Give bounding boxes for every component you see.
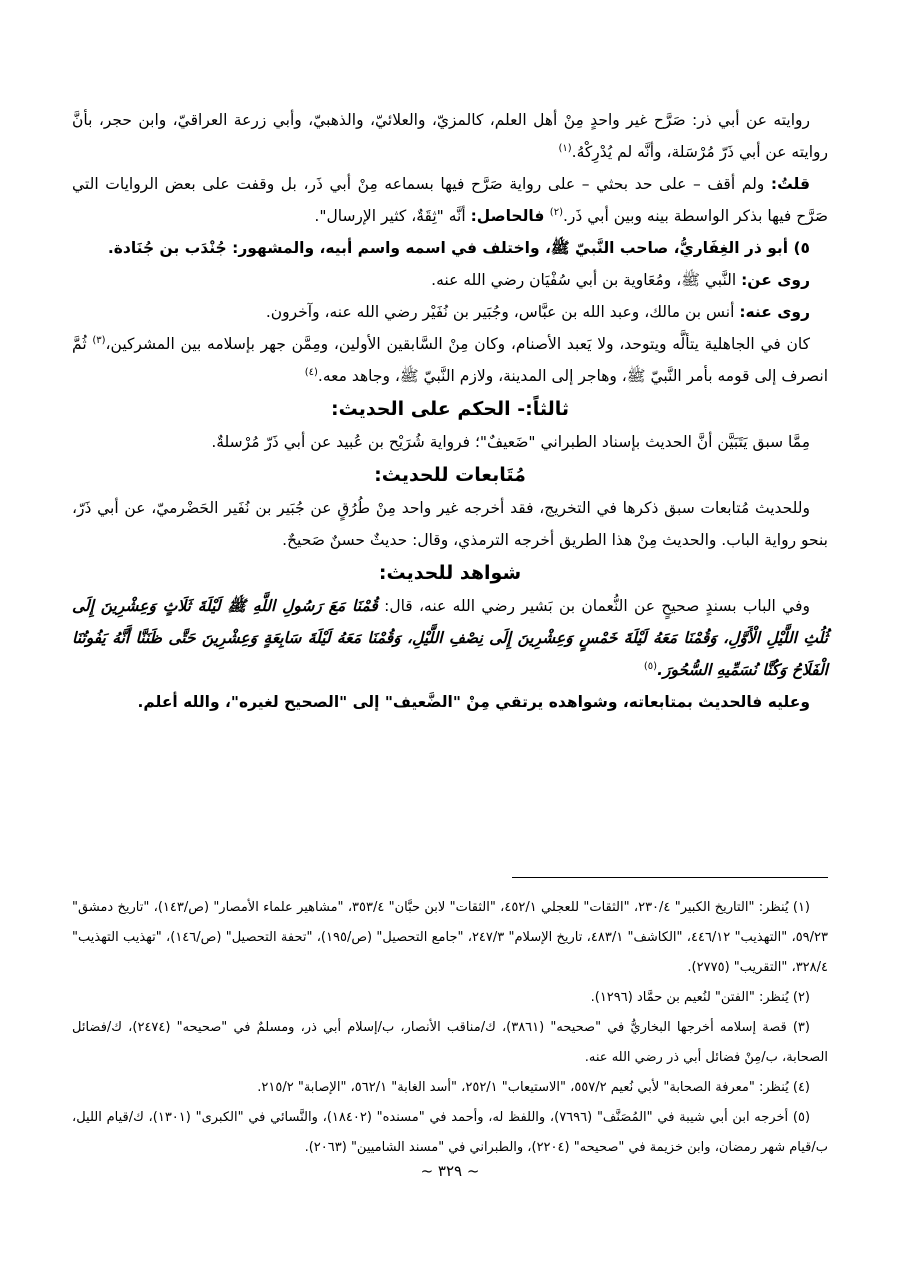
- main-text: [72, 104, 828, 718]
- label: روى عنه:: [739, 303, 810, 321]
- paragraph: روى عنه: أنس بن مالك، وعبد الله بن عبَّاس، وجُبَير بن نُفَيْر رضي الله عنه، وآخرون.: [265, 303, 810, 321]
- paragraph: كان في الجاهلية يتألَّه ويتوحد، ولا يَعبد الأصنام، وكان مِنْ السَّابقين الأولين، ومِمَّن جهر بإسلامه بين المشركين،$^{(٣)}$ ثُمَّ انصرف إلى قومه بأمر النَّبيّ ﷺ، وهاجر إلى المدينة، ولازم النَّبيّ ﷺ، وجاهد معه.$^{(٤)}$: [72, 334, 828, 385]
- label: قلتُ:: [770, 175, 810, 193]
- conclusion: وعليه فالحديث بمتابعاته، وشواهده يرتقي مِنْ "الضَّعيف" إلى "الصحيح لغيره"، والله أعلم.: [137, 693, 810, 711]
- page-number: ~ ٣٢٩ ~: [420, 1162, 480, 1180]
- label: فالحاصل:: [470, 207, 550, 225]
- footnote: (١) يُنظر: "التاريخ الكبير" ٢٣٠/٤، "الثقات" للعجلي ٤٥٢/١، "الثقات" لابن حبَّان" ٣٥٣/٤، "مشاهير علماء الأمصار" (ص/١٤٣)، "تاريخ دمشق" ٥٩/٢٣، "التهذيب" ٤٤٦/١٢، "الكاشف" ٤٨٣/١، تاريخ الإسلام" ٢٤٧/٣، "جامع التحصيل" (ص/١٩٥)، "تحفة التحصيل" (ص/١٤٦)، "تهذيب التهذيب" ٣٢٨/٤، "التقريب" (٢٧٧٥).: [72, 900, 829, 975]
- paragraph: وللحديث مُتابعات سبق ذكرها في التخريج، فقد أخرجه غير واحد مِنْ طُرُقٍ عن جُبَير بن نُفَير الحَضْرميّ، عن أبي ذَرّ، بنحو رواية الباب. والحديث مِنْ هذا الطريق أخرجه الترمذي، وقال: حديثٌ حسنٌ صَحيحٌ.: [72, 499, 828, 549]
- footnote: (٣) قصة إسلامه أخرجها البخاريُّ في "صحيحه" (٣٨٦١)، ك/مناقب الأنصار، ب/إسلام أبي ذر، ومسلمٌ في "صحيحه" (٢٤٧٤)، ك/فضائل الصحابة، ب/مِنْ فضائل أبي ذر رضي الله عنه.: [72, 1020, 828, 1065]
- section-heading: مُتَابعات للحديث:: [374, 464, 526, 486]
- footnote: (٢) يُنظر: "الفتن" لنُعيم بن حمَّاد (١٢٩٦).: [590, 990, 810, 1005]
- footnote-ref[interactable]: (٣): [92, 334, 106, 346]
- paragraph: روى عن: النَّبي ﷺ، ومُعَاوية بن أبي سُفْيَان رضي الله عنه.: [431, 271, 810, 289]
- footnote-ref[interactable]: (٤): [304, 366, 318, 378]
- hadith-quote: قُمْنَا مَعَ رَسُولِ اللَّهِ ﷺ لَيْلَةَ ثَلَاثٍ وَعِشْرِينَ إِلَى ثُلُثِ اللَّيْلِ الْأَوَّلِ، وَقُمْنَا مَعَهُ لَيْلَةَ خَمْسٍ وَعِشْرِينَ إِلَى نِصْفِ اللَّيْلِ، وَقُمْنَا مَعَهُ لَيْلَةَ سَابِعَةٍ وَعِشْرِينَ حَتَّى ظَنَنَّا أَنَّهُ يَفُوتُنَا الْفَلَاحُ وَكُنَّا نُسَمِّيهِ السُّحُورَ.: [72, 597, 828, 679]
- section-heading: ثالثاً:- الحكم على الحديث:: [330, 398, 570, 420]
- paragraph: وفي الباب بسندٍ صحيحٍ عن النُّعمان بن بَشير رضي الله عنه، قال: قُمْنَا مَعَ رَسُولِ اللَّهِ ﷺ لَيْلَةَ ثَلَاثٍ وَعِشْرِينَ إِلَى ثُلُثِ اللَّيْلِ الْأَوَّلِ، وَقُمْنَا مَعَهُ لَيْلَةَ خَمْسٍ وَعِشْرِينَ إِلَى نِصْفِ اللَّيْلِ، وَقُمْنَا مَعَهُ لَيْلَةَ سَابِعَةٍ وَعِشْرِينَ حَتَّى ظَنَنَّا أَنَّهُ يَفُوتُنَا الْفَلَاحُ وَكُنَّا نُسَمِّيهِ السُّحُورَ.$^{(٥)}$: [72, 597, 828, 679]
- footnote-ref[interactable]: (١): [558, 142, 572, 154]
- paragraph: قلتُ: ولم أقف – على حد بحثي – على رواية صَرَّح فيها بسماعه مِنْ أبي ذَر، بل وقفت على بعض الروايات التي صَرَّح فيها بذكر الواسطة بينه وبين أبي ذَر.$^{(٢)}$ فالحاصل: أنَّه "ثِقَةٌ، كثير الإرسال".: [72, 175, 828, 225]
- footnote: (٥) أخرجه ابن أبي شيبة في "المُصَنَّف" (٧٦٩٦)، واللفظ له، وأحمد في "مسنده" (١٨٤٠٢)، والنَّسائي في "الكبرى" (١٣٠١)، ك/قيام الليل، ب/قيام شهر رمضان، وابن خزيمة في "صحيحه" (٢٢٠٤)، والطبراني في "مسند الشاميين" (٢٠٦٣).: [72, 1110, 828, 1155]
- footnote-ref[interactable]: (٥): [643, 660, 658, 672]
- footnotes: [72, 893, 828, 1163]
- paragraph: روايته عن أبي ذر: صَرَّح غير واحدٍ مِنْ أهل العلم، كالمزيّ، والعلائيّ، والذهبيّ، وأبي زرعة العراقيّ، وابن حجر، بأنَّ روايته عن أبي ذَرّ مُرْسَلة، وأنَّه لم يُدْرِكْهُ.$^{(١)}$: [72, 111, 828, 161]
- section-heading: شواهد للحديث:: [378, 562, 522, 584]
- label: روى عن:: [741, 271, 810, 289]
- narrator-heading: ٥) أبو ذر الغِفَاريُّ، صاحب النَّبيّ ﷺ، واختلف في اسمه واسم أبيه، والمشهور: جُنْدَب بن جُنَادة.: [107, 239, 810, 257]
- footnote-ref[interactable]: (٢): [549, 206, 563, 218]
- footnote: (٤) يُنظر: "معرفة الصحابة" لأبي نُعيم ٥٥٧/٢، "الاستيعاب" ٢٥٢/١، "أسد الغابة" ٥٦٢/١، "الإصابة" ٢١٥/٢.: [257, 1080, 810, 1095]
- paragraph: مِمَّا سبق يَتَبَيَّن أنَّ الحديث بإسناد الطبراني "ضَعيفٌ"؛ فرواية شُرَيْح بن عُبيد عن أبي ذَرّ مُرْسلةٌ.: [211, 433, 810, 451]
- footnote-separator: [512, 877, 828, 878]
